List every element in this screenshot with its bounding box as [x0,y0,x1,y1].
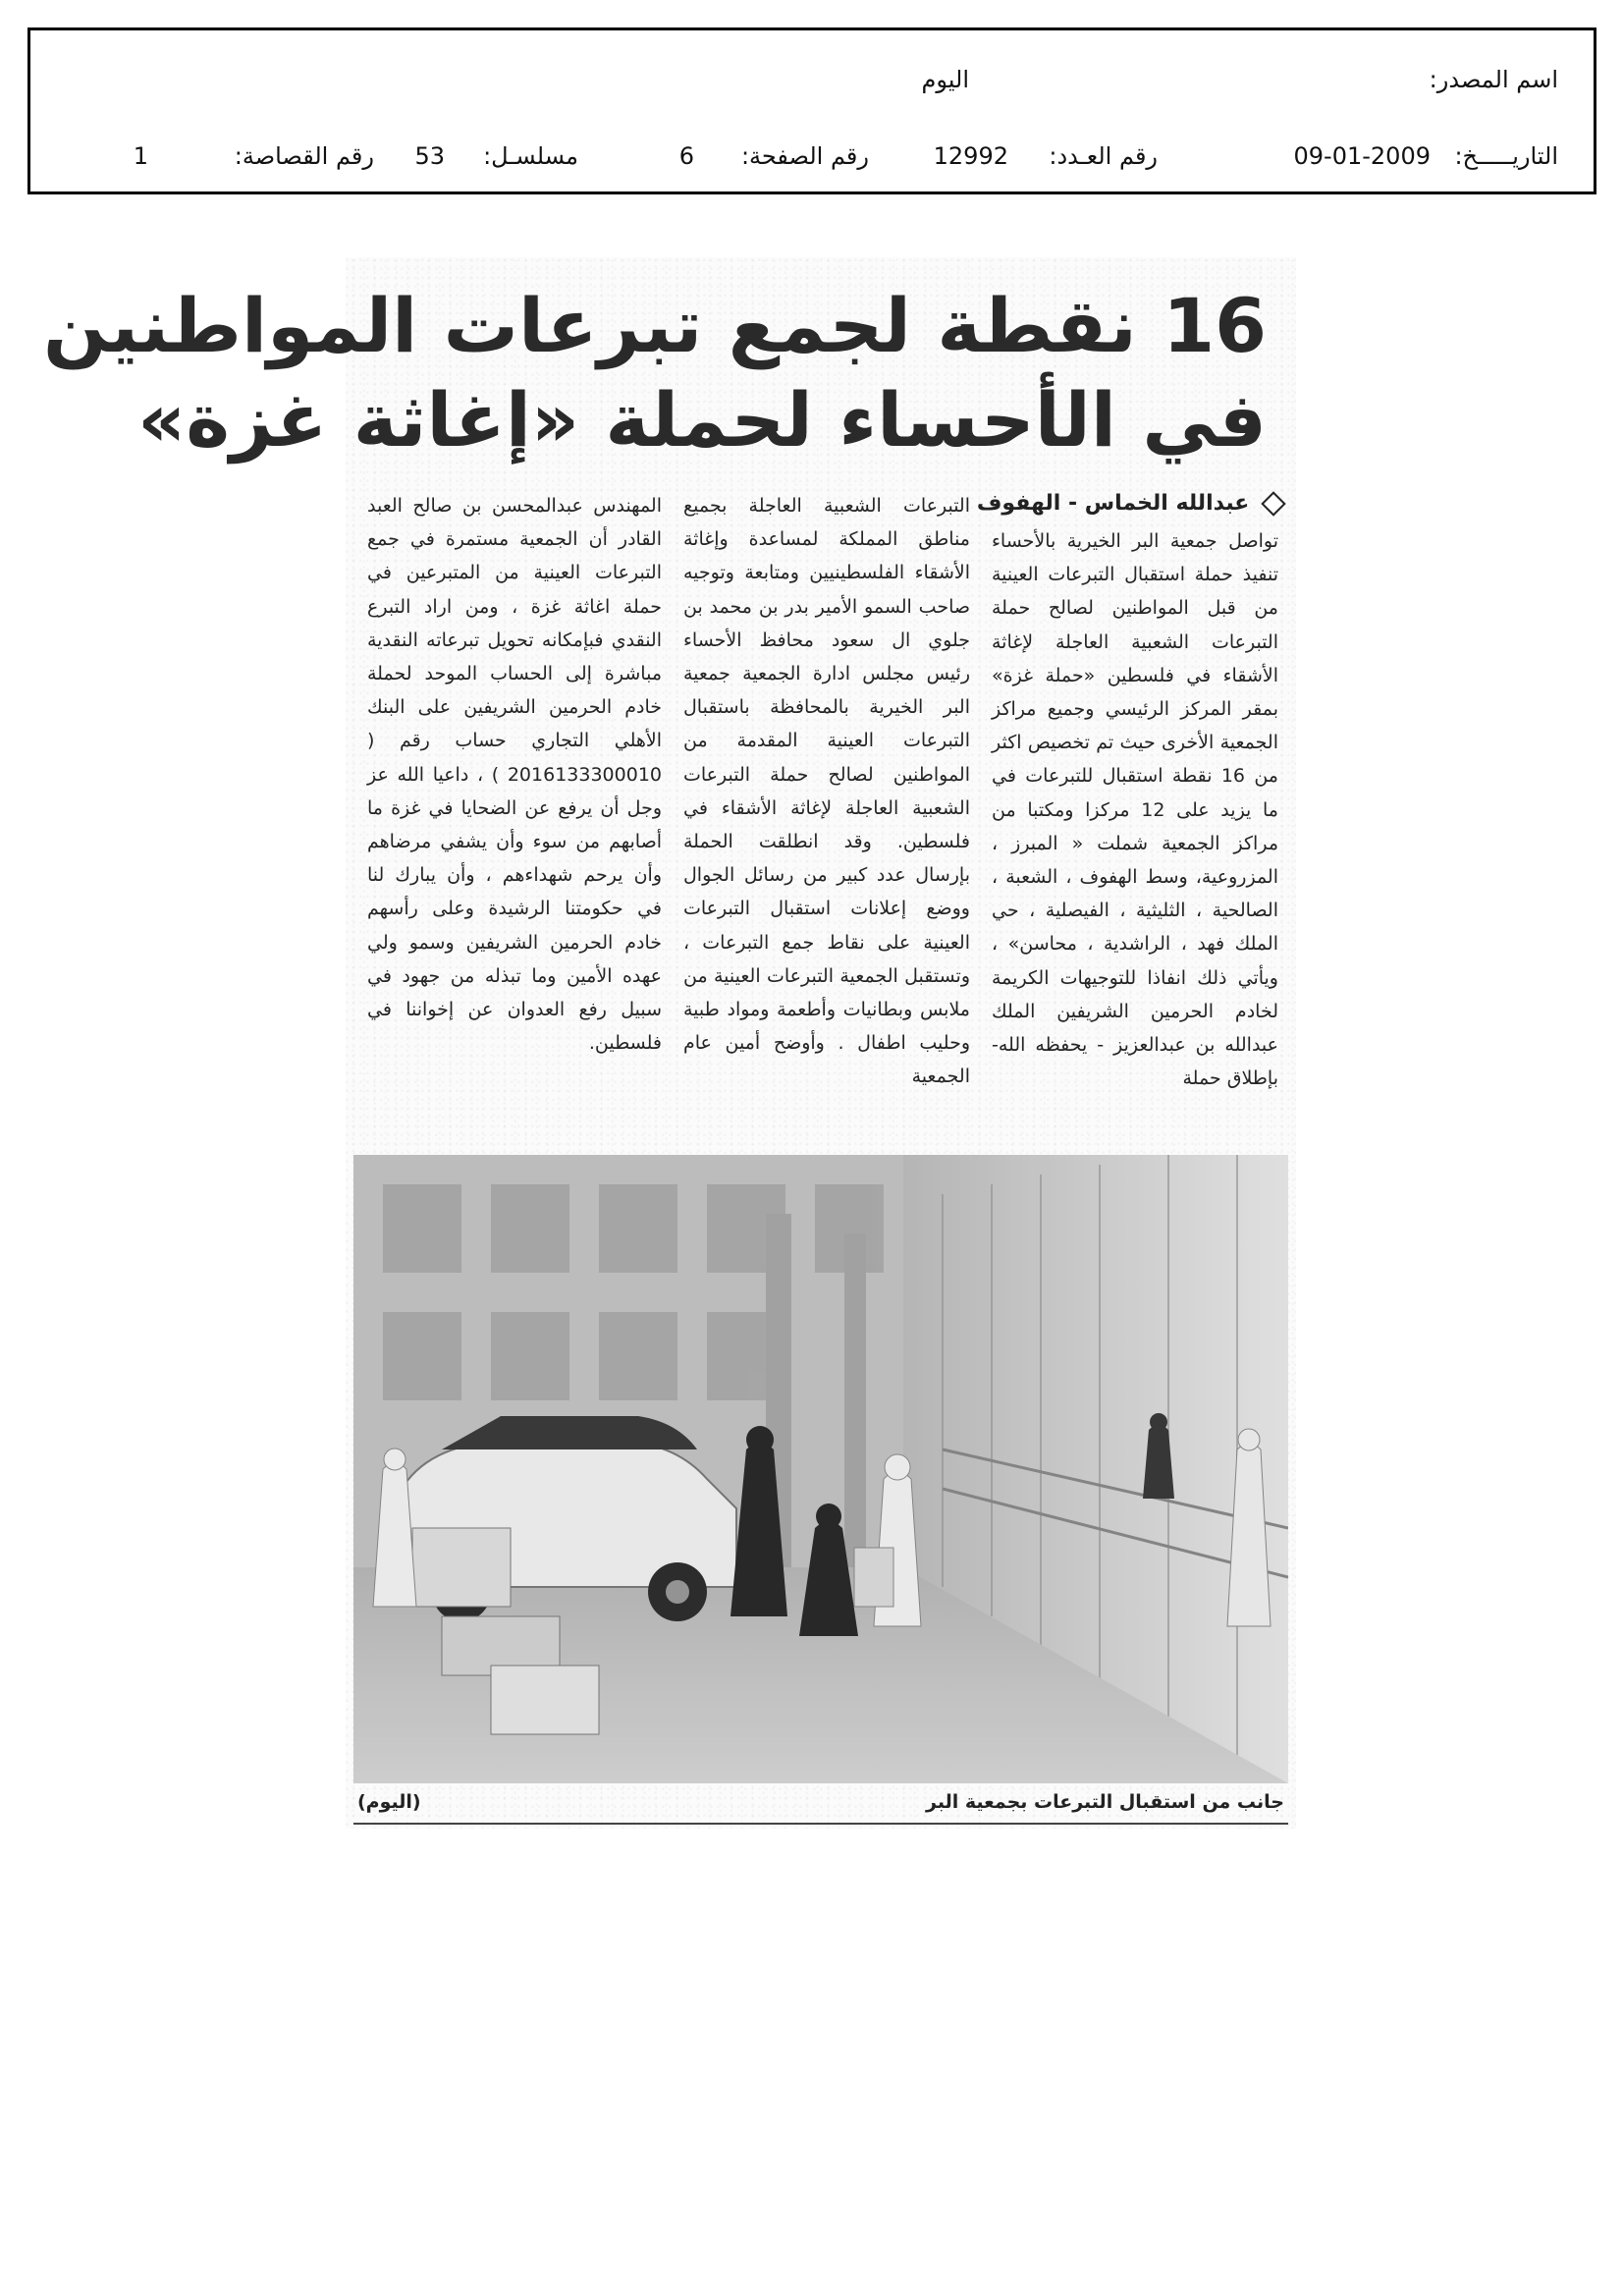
source-name-value: اليوم [921,66,969,93]
article-headline-line-1: 16 نقطة لجمع تبرعات المواطنين [42,282,1267,369]
caption-divider [353,1823,1288,1825]
column-left-text: المهندس عبدالمحسن بن صالح العبد القادر أن الجمعية مستمرة في جمع التبرعات العينية من المتبرعين في حملة اغاثة غزة ، ومن اراد التبرع النقدي فبإمكانه تحويل تبرعاته النقدية مباشرة إلى الحساب الموحد لحملة خادم الحرمين الشريفين على البنك الأهلي التجاري حساب رقم ( 2016133300010 ) ، داعيا الله عز وجل أن يرفع عن الضحايا في غزة ما أصابهم من سوء وأن يشفي مرضاهم وأن يرحم شهداءهم ، وأن يبارك لنا في حكومتنا الرشيدة وعلى رأسهم خادم الحرمين الشريفين وسمو ولي عهده الأمين وما تبذله من جهود في سبيل رفع العدوان عن إخواننا في فلسطين. [367,495,662,1055]
source-name-label: اسم المصدر: [1429,66,1558,93]
column-middle-text: التبرعات الشعبية العاجلة بجميع مناطق المملكة لمساعدة وإغاثة الأشقاء الفلسطينيين ومتابعة وتوجيه صاحب السمو الأمير بدر بن محمد بن جلوي ال سعود محافظ الأحساء رئيس مجلس ادارة الجمعية جمعية البر الخيرية بالمحافظة باستقبال التبرعات العينية المقدمة من المواطنين لصالح حملة التبرعات الشعبية العاجلة لإغاثة الأشقاء في فلسطين. وقد انطلقت الحملة بإرسال عدد كبير من رسائل الجوال ووضع إعلانات استقبال التبرعات العينية على نقاط جمع التبرعات ، وتستقبل الجمعية التبرعات العينية من ملابس وبطانيات وأطعمة ومواد طبية وحليب اطفال . وأوضح أمين عام الجمعية [683,495,970,1088]
article-photo [353,1155,1288,1783]
photo-caption-bar [353,1791,1288,1821]
clip-number-label: رقم القصاصة: [234,142,374,170]
photo-caption: جانب من استقبال التبرعات بجمعية البر [926,1791,1284,1813]
byline-text: عبدالله الخماس - الهفوف [976,491,1250,516]
metadata-row-source [66,66,1558,101]
metadata-row-details [66,142,1558,178]
photo-credit: (اليوم) [357,1791,421,1813]
clipping-metadata-box [27,27,1596,194]
date-label: التاريـــــخ: [1454,142,1558,170]
photo-illustration [353,1155,1288,1783]
column-right-text: تواصل جمعية البر الخيرية بالأحساء تنفيذ حملة استقبال التبرعات العينية من قبل المواطنين لصالح حملة التبرعات الشعبية العاجلة لإغاثة الأشقاء في فلسطين «حملة غزة» بمقر المركز الرئيسي وجميع مراكز الجمعية الأخرى حيث تم تخصيص اكثر من 16 نقطة استقبال للتبرعات في ما يزيد على 12 مركزا ومكتبا من مراكز الجمعية شملت « المبرز ، المزروعية، وسط الهفوف ، الشعبة ، الصالحية ، الثليثية ، الفيصلية ، حي الملك فهد ، الراشدية ، محاسن» ، ويأتي ذلك انفاذا للتوجيهات الكريمة لخادم الحرمين الشريفين الملك عبدالله بن عبدالعزيز - يحفظه الله- بإطلاق حملة [992,530,1278,1090]
article-column-middle [683,489,970,1094]
date-value: 09-01-2009 [1293,142,1431,170]
page-number-value: 6 [678,142,694,170]
issue-number-value: 12992 [933,142,1008,170]
serial-value: 53 [414,142,445,170]
article-column-right [992,524,1278,1095]
byline-diamond-icon [1261,491,1285,516]
page-number-label: رقم الصفحة: [740,142,869,170]
article-headline-line-2: في الأحساء لحملة «إغاثة غزة» [137,376,1267,464]
serial-label: مسلسـل: [483,142,578,170]
issue-number-label: رقم العـدد: [1049,142,1158,170]
newspaper-clipping [42,257,1296,1829]
article-column-left [367,489,662,1060]
clip-number-value: 1 [133,142,148,170]
article-byline [977,491,1282,516]
